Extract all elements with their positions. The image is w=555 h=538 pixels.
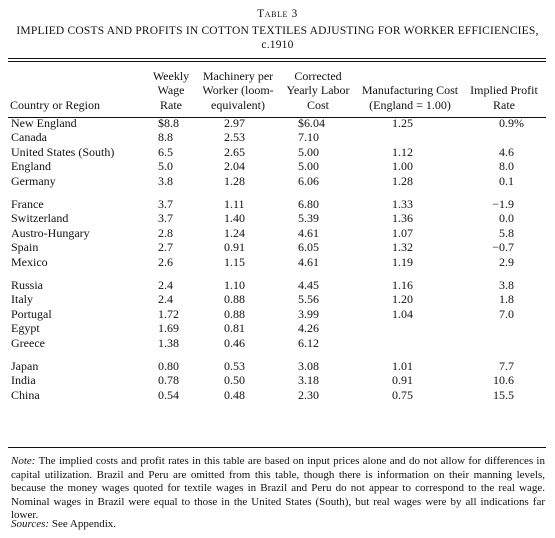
cell-country: China: [11, 387, 40, 402]
cell-country: Canada: [11, 130, 47, 145]
table-row: [10, 159, 546, 173]
cell-country: Austro-Hungary: [11, 225, 90, 240]
table-row: [10, 211, 546, 225]
cell-labor: 3.99: [298, 306, 319, 321]
cell-labor: 3.18: [298, 373, 319, 388]
cell-wage: 0.54: [158, 387, 179, 402]
cell-wage: 0.78: [158, 373, 179, 388]
cell-mfg: 1.12: [392, 144, 413, 159]
cell-machinery: 1.28: [224, 173, 245, 188]
table-row: [10, 336, 546, 350]
cell-labor: 5.56: [298, 292, 319, 307]
cell-profit: −0.7: [492, 240, 514, 255]
cell-labor: 4.61: [298, 254, 319, 269]
cell-wage: 2.8: [158, 225, 173, 240]
cell-country: United States (South): [11, 144, 115, 159]
cell-machinery: 2.65: [224, 144, 245, 159]
cell-profit: 0.1: [499, 173, 514, 188]
cell-machinery: 1.11: [224, 196, 245, 211]
cell-wage: 2.7: [158, 240, 173, 255]
cell-profit: [462, 130, 546, 144]
cell-labor: 7.10: [298, 130, 319, 145]
cell-machinery: 1.40: [224, 211, 245, 226]
sources-label: Sources:: [11, 518, 50, 530]
cell-mfg: 0.91: [392, 373, 413, 388]
cell-wage: 8.8: [158, 130, 173, 145]
cell-labor: 2.30: [298, 387, 319, 402]
cell-mfg: 1.36: [392, 211, 413, 226]
cell-wage: 0.80: [158, 358, 179, 373]
cell-machinery: 0.91: [224, 240, 245, 255]
cell-profit: 8.0: [499, 159, 514, 174]
cell-profit: 0.0: [499, 211, 514, 226]
cell-labor: 6.06: [298, 173, 319, 188]
cell-labor: 4.45: [298, 277, 319, 292]
table-note: [11, 455, 545, 523]
cell-profit: 3.8: [499, 277, 514, 292]
top-rule: [8, 58, 546, 59]
cell-mfg: 1.28: [392, 173, 413, 188]
note-label: Note:: [11, 455, 36, 467]
cell-wage: 2.4: [158, 292, 173, 307]
table-label: Table 3: [257, 8, 298, 20]
cell-country: England: [11, 159, 51, 174]
cell-profit: 0.9%: [499, 115, 524, 130]
cell-profit: 2.9: [499, 254, 514, 269]
cell-machinery: 1.24: [224, 225, 245, 240]
cell-machinery: 0.88: [224, 306, 245, 321]
cell-labor: 6.12: [298, 335, 319, 350]
cell-country: Germany: [11, 173, 56, 188]
cell-machinery: 0.88: [224, 292, 245, 307]
cell-wage: 2.6: [158, 254, 173, 269]
cell-mfg: 1.07: [392, 225, 413, 240]
cell-wage: 2.4: [158, 277, 173, 292]
table-row: [10, 321, 546, 335]
table-row: [10, 373, 546, 387]
cell-wage: 1.72: [158, 306, 179, 321]
table-title: IMPLIED COSTS AND PROFITS IN COTTON TEXTILES ADJUSTING FOR WORKER EFFICIENCIES, c.1910: [16, 25, 539, 51]
cell-machinery: 0.81: [224, 321, 245, 336]
cell-machinery: 0.48: [224, 387, 245, 402]
table-row: [10, 116, 546, 130]
table-row: [10, 292, 546, 306]
cell-labor: $6.04: [298, 115, 325, 130]
table-row: [10, 188, 546, 211]
col-header-machinery: Machinery per Worker (loom-equivalent): [202, 69, 274, 112]
cell-wage: 6.5: [158, 144, 173, 159]
cell-labor: 6.05: [298, 240, 319, 255]
cell-labor: 4.61: [298, 225, 319, 240]
cell-machinery: 0.53: [224, 358, 245, 373]
col-header-labor: Corrected Yearly Labor Cost: [286, 69, 350, 112]
cell-mfg: 0.75: [392, 387, 413, 402]
cell-mfg: 1.25: [392, 115, 413, 130]
cell-machinery: 1.15: [224, 254, 245, 269]
cell-country: New England: [11, 115, 77, 130]
cell-country: France: [11, 196, 44, 211]
cell-profit: 15.5: [493, 387, 514, 402]
cell-mfg: 1.00: [392, 159, 413, 174]
cell-machinery: 0.50: [224, 373, 245, 388]
table-row: [10, 307, 546, 321]
header-row: [10, 69, 546, 116]
cell-mfg: 1.32: [392, 240, 413, 255]
cell-mfg: [358, 336, 462, 350]
cell-profit: 10.6: [493, 373, 514, 388]
cell-machinery: 0.46: [224, 335, 245, 350]
table-row: [10, 350, 546, 373]
cell-profit: 1.8: [499, 292, 514, 307]
cell-labor: 5.39: [298, 211, 319, 226]
cell-labor: 6.80: [298, 196, 319, 211]
col-header-mfg: Manufacturing Cost (England = 1.00): [361, 83, 459, 112]
cell-labor: 5.00: [298, 144, 319, 159]
data-table: [10, 69, 546, 402]
cell-mfg: [358, 321, 462, 335]
table-sources: [11, 518, 116, 531]
cell-machinery: 2.04: [224, 159, 245, 174]
cell-wage: $8.8: [158, 115, 179, 130]
table-row: [10, 130, 546, 144]
table-body: [10, 116, 546, 402]
cell-wage: 3.7: [158, 196, 173, 211]
cell-profit: 5.8: [499, 225, 514, 240]
table-row: [10, 269, 546, 292]
cell-mfg: 1.16: [392, 277, 413, 292]
cell-profit: 4.6: [499, 144, 514, 159]
top-rule-double: [8, 61, 546, 62]
cell-wage: 3.7: [158, 211, 173, 226]
cell-country: Japan: [11, 358, 39, 373]
cell-machinery: 2.53: [224, 130, 245, 145]
col-header-profit: Implied Profit Rate: [470, 83, 538, 112]
header-rule: [8, 117, 546, 118]
cell-mfg: 1.33: [392, 196, 413, 211]
cell-machinery: 1.10: [224, 277, 245, 292]
table-row: [10, 388, 546, 402]
cell-machinery: 2.97: [224, 115, 245, 130]
cell-mfg: 1.19: [392, 254, 413, 269]
table-row: [10, 226, 546, 240]
cell-profit: [462, 321, 546, 335]
cell-mfg: 1.01: [392, 358, 413, 373]
cell-country: Greece: [11, 335, 45, 350]
table-row: [10, 174, 546, 188]
table-row: [10, 255, 546, 269]
cell-country: Mexico: [11, 254, 48, 269]
table-row: [10, 240, 546, 254]
bottom-rule: [8, 447, 546, 448]
cell-wage: 5.0: [158, 159, 173, 174]
cell-profit: 7.7: [499, 358, 514, 373]
cell-wage: 3.8: [158, 173, 173, 188]
table-row: [10, 145, 546, 159]
col-header-wage: Weekly Wage Rate: [152, 69, 190, 112]
cell-labor: 5.00: [298, 159, 319, 174]
cell-mfg: [358, 130, 462, 144]
cell-profit: 7.0: [499, 306, 514, 321]
cell-wage: 1.38: [158, 335, 179, 350]
cell-profit: [462, 336, 546, 350]
cell-country: Egypt: [11, 321, 40, 336]
cell-wage: 1.69: [158, 321, 179, 336]
cell-mfg: 1.20: [392, 292, 413, 307]
cell-labor: 4.26: [298, 321, 319, 336]
cell-country: India: [11, 373, 36, 388]
cell-mfg: 1.04: [392, 306, 413, 321]
cell-country: Portugal: [11, 306, 52, 321]
note-text: The implied costs and profit rates in this table are based on input prices alone and do not allow for differences in capital utilization. Brazil and Peru are omitted from this table, though there is information on their manning levels, because the money wages quoted for textile wages in Brazil and Peru do not appear to correspond to the real wage. Nominal wages in Brazil were equal to those in the United States (South), but real wages were by all indications far lower.: [11, 455, 545, 522]
col-header-country: Country or Region: [10, 97, 100, 112]
cell-country: Italy: [11, 292, 33, 307]
cell-country: Russia: [11, 277, 44, 292]
cell-profit: −1.9: [492, 196, 514, 211]
cell-country: Switzerland: [11, 211, 69, 226]
cell-labor: 3.08: [298, 358, 319, 373]
cell-country: Spain: [11, 240, 39, 255]
sources-text: See Appendix.: [51, 518, 117, 530]
